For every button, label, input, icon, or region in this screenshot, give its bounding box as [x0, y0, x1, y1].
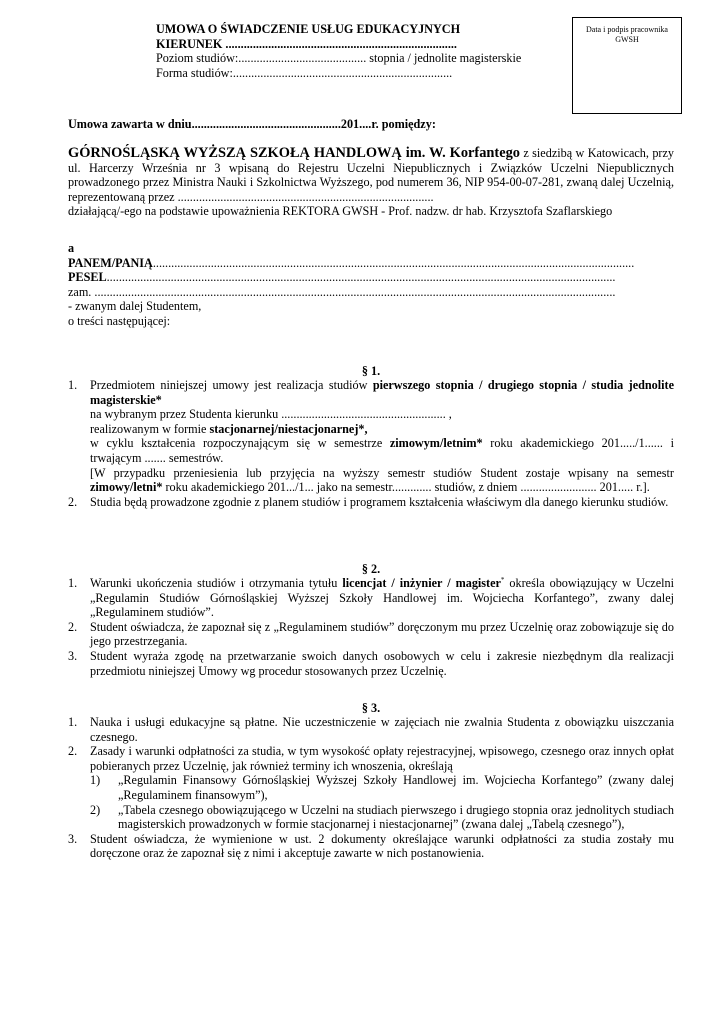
semester-options: zimowym/letnim* — [389, 436, 483, 451]
item-text: Zasady i warunki odpłatności za studia, w tym wysokość opłaty rejestracyjnej, wpisowego, czesnego oraz innych opłat pobieranych przez Uczelnię, jak również terminy ich wnoszenia, określają — [90, 744, 674, 773]
section-3-subitem-2 — [90, 803, 674, 832]
document-title: UMOWA O ŚWIADCZENIE USŁUG EDUKACYJNYCH — [156, 22, 461, 36]
document-header — [156, 22, 571, 80]
university-description: z siedzibą w Katowicach, przy ul. Harcerzy Września nr 3 wpisaną do Rejestru Uczelni Niepublicznych i Związków Uczelni Niepublicznych prowadzonego przez Ministra Nauki i Szkolnictwa Wyższego, pod numerem 36, NIP 954-00-07-281, zwaną dalej Uczelnią, reprezentowaną przez .................................................................................... — [68, 146, 674, 204]
item-text: roku akademickiego 201...../1...... i trwającym ....... semestrów. — [90, 436, 674, 465]
item-text: Student oświadcza, że wymienione w ust. 2 dokumenty określające warunki odpłatności za studia zostały mu doręczone oraz że zapoznał się z nimi i akceptuje zawarte w nich postanowienia. — [90, 831, 674, 861]
item-number: 2. — [68, 744, 78, 759]
item-text: określa obowiązujący w Uczelni „Regulamin Studiów Górnośląskiej Wyższej Szkoły Handlowej im. Wojciecha Korfantego”, zwany dalej „Regulaminem studiów”. — [90, 576, 674, 620]
item-text: Warunki ukończenia studiów i otrzymania tytułu — [90, 576, 343, 590]
section-1-title: § 1. — [361, 364, 381, 378]
forma-studiow-field: Forma studiów:........................................................................ — [156, 65, 453, 80]
section-1-item-1 — [68, 378, 674, 495]
item-number: 3. — [68, 831, 78, 846]
item-number: 1. — [68, 715, 78, 729]
student-party — [68, 241, 674, 329]
university-party — [68, 146, 674, 219]
section-3-subitem-1 — [90, 773, 674, 802]
section-2-item-2 — [68, 620, 674, 649]
section-2-item-1 — [68, 576, 674, 620]
student-name-dots: .............................................................................................................................................................. — [152, 255, 635, 270]
item-text: Nauka i usługi edukacyjne są płatne. Nie uczestniczenie w zajęciach nie zwalnia Studenta z obowiązku uiszczania czesnego. — [90, 715, 674, 744]
student-pesel-label: PESEL — [68, 270, 107, 285]
contract-date-line: Umowa zawarta w dniu.................................................201....r. pomiędzy: — [68, 117, 436, 131]
student-pesel-dots: ....................................................................................................................................................................... — [106, 270, 616, 285]
item-text: w cyklu kształcenia rozpoczynającym się w semestrze — [90, 436, 390, 451]
section-3-item-2 — [68, 744, 674, 832]
item-number: 2. — [68, 619, 78, 634]
university-name: GÓRNOŚLĄSKĄ WYŻSZĄ SZKOŁĄ HANDLOWĄ im. W. Korfantego — [68, 145, 520, 161]
section-2-item-3 — [68, 649, 674, 678]
item-number: 1. — [68, 378, 78, 392]
subitem-number: 2) — [90, 802, 101, 817]
item-text: realizowanym w formie — [90, 421, 210, 436]
study-form-options: stacjonarnej/niestacjonarnej*, — [209, 421, 368, 436]
section-3-title: § 3. — [361, 701, 381, 715]
item-number: 1. — [68, 576, 78, 590]
subitem-number: 1) — [90, 773, 101, 788]
signature-box — [572, 17, 682, 114]
kierunek-field: KIERUNEK ............................................................................ — [156, 36, 457, 51]
degree-title-options: licencjat / inżynier / magister — [342, 576, 501, 590]
kierunek-line: na wybranym przez Studenta kierunku ...................................................... , — [90, 407, 452, 422]
footnote-mark: * — [500, 575, 505, 584]
subitem-text: „Regulamin Finansowy Górnośląskiej Wyższej Szkoły Handlowej im. Wojciecha Korfantego” (zwany dalej „Regulaminem finansowym”), — [118, 773, 674, 802]
transfer-semester-options: zimowy/letni* — [90, 480, 163, 495]
item-text: Studia będą prowadzone zgodnie z planem studiów i programem kształcenia właściwym dla danego kierunku studiów. — [90, 494, 669, 509]
signature-box-label-gwsh: GWSH — [615, 34, 639, 44]
student-address-line: zam. ........................................................................................................................................................................... — [68, 284, 616, 299]
item-number: 3. — [68, 648, 78, 663]
section-1-list — [68, 378, 674, 509]
item-text: Przedmiotem niniejszej umowy jest realizacja studiów — [90, 378, 373, 392]
section-3-item-3 — [68, 832, 674, 861]
signature-box-label: Data i podpis pracownika — [586, 25, 668, 34]
section-1-item-2 — [68, 495, 674, 510]
content-intro-line: o treści następującej: — [68, 313, 171, 328]
student-pesel-line — [68, 270, 674, 285]
poziom-studiow-field: Poziom studiów:.......................................... stopnia / jednolite magisterskie — [156, 51, 522, 66]
study-level-options: pierwszego stopnia / drugiego stopnia / studia jednolite magisterskie* — [90, 378, 675, 407]
section-2-list — [68, 576, 674, 678]
student-name-label: PANEM/PANIĄ — [68, 255, 153, 270]
item-text: roku akademickiego 201.../1... jako na semestr............. studiów, z dniem ......................... 201..... r.]. — [162, 480, 650, 495]
item-text: Student oświadcza, że zapoznał się z „Regulaminem studiów” doręczonym mu przez Uczelnię oraz zobowiązuje się do jego przestrzegania. — [90, 619, 674, 649]
university-authorization: działającą/-ego na podstawie upoważnienia REKTORA GWSH - Prof. nadzw. dr hab. Krzysztofa Szaflarskiego — [68, 204, 613, 219]
student-alias-line: - zwanym dalej Studentem, — [68, 299, 202, 314]
section-3-item-1 — [68, 715, 674, 744]
and-connector: a — [68, 241, 75, 255]
item-text: Student wyraża zgodę na przetwarzanie swoich danych osobowych w celu i zakresie niezbędnym dla realizacji przedmiotu niniejszej Umowy wg procedur stosowanych przez Uczelnię. — [90, 648, 674, 678]
section-3-list — [68, 715, 674, 861]
section-2-title: § 2. — [361, 562, 381, 576]
student-name-line — [68, 256, 674, 271]
item-text: [W przypadku przeniesienia lub przyjęcia na wyższy semestr studiów Student zostaje wpisany na semestr — [90, 465, 674, 480]
subitem-text: „Tabela czesnego obowiązującego w Uczelni na studiach pierwszego i drugiego stopnia oraz jednolitych studiach magisterskich prowadzonych w formie stacjonarnej i niestacjonarnej” (zwana dalej „Tabelą czesnego”), — [118, 802, 674, 832]
item-number: 2. — [68, 494, 78, 509]
